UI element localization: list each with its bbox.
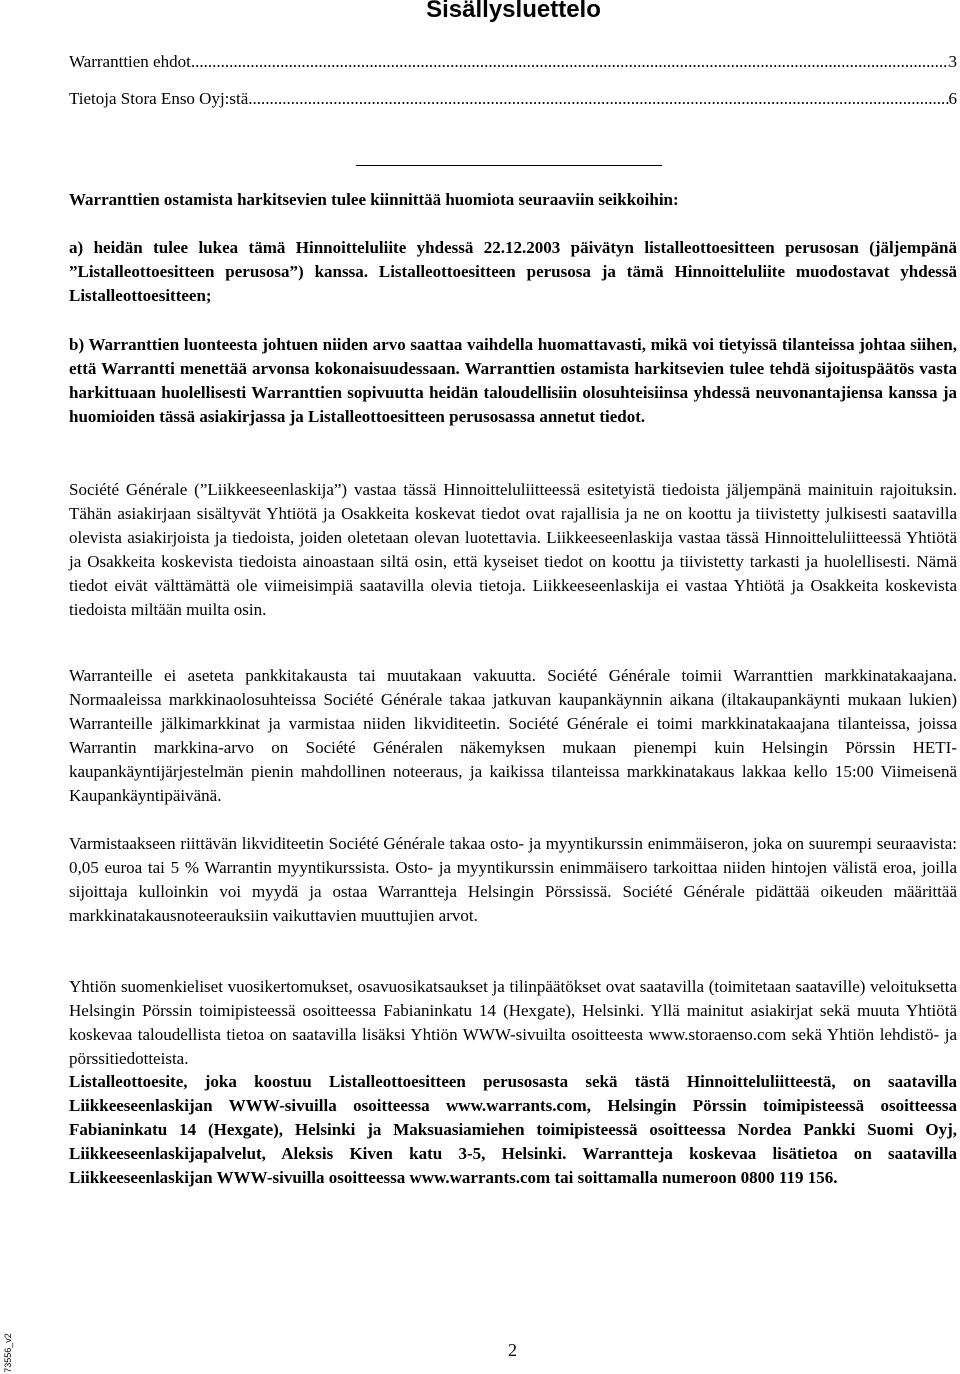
toc-entry-page: 3 <box>948 52 957 71</box>
toc-entry-label: Warranttien ehdot <box>69 52 191 71</box>
toc-entry[interactable] <box>69 87 957 111</box>
document-code: 73556_v2 <box>2 1333 13 1373</box>
paragraph-prospectus-availability: Listalleottoesite, joka koostuu Listalleottoesitteen perusosasta sekä tästä Hinnoitteluliitteestä, on saatavilla Liikkeeseenlaskijan WWW-sivuilla osoitteessa www.warrants.com, Helsingin Pörssin toimipisteessä osoitteessa Fabianinkatu 14 (Hexgate), Helsinki ja Maksuasiamiehen toimipisteessä osoitteessa Nordea Pankki Suomi Oyj, Liikkeeseenlaskijapalvelut, Aleksis Kiven katu 3-5, Helsinki. Warrantteja koskevaa lisätietoa on saatavilla Liikkeeseenlaskijan WWW-sivuilla osoitteessa www.warrants.com tai soittamalla numeroon 0800 119 156. <box>69 1072 957 1187</box>
paragraph-a: a) heidän tulee lukea tämä Hinnoitteluliite yhdessä 22.12.2003 päivätyn listalleottoesitteen perusosan (jäljempänä ”Listalleottoesitteen perusosa”) kanssa. Listalleottoesitteen perusosa ja tämä Hinnoitteluliite muodostavat yhdessä Listalleottoesitteen; <box>69 238 957 305</box>
paragraph-market-making: Warranteille ei aseteta pankkitakausta tai muutakaan vakuutta. Société Générale toimii Warranttien markkinatakaajana. Normaaleissa markkinaolosuhteissa Société Générale takaa jatkuvan kaupankäynnin aikana (iltakaupankäynti mukaan lukien) Warranteille jälkimarkkinat ja varmistaa niiden likviditeetin. Société Générale ei toimi markkinatakaajana tilanteissa, joissa Warrantin markkina-arvo on Société Généralen näkemyksen mukaan pienempi kuin Helsingin Pörssin HETI-kaupankäyntijärjestelmän pienin mahdollinen noteeraus, ja kaikissa tilanteissa markkinatakaus lakkaa kello 15:00 Viimeisenä Kaupankäyntipäivänä. <box>69 666 957 805</box>
toc-leader <box>191 50 949 74</box>
paragraph-b: b) Warranttien luonteesta johtuen niiden arvo saattaa vaihdella huomattavasti, mikä voi tietyissä tilanteissa johtaa siihen, että Warrantti menettää arvonsa kokonaisuudessaan. Warranttien ostamista harkitsevien tulee tehdä sijoituspäätös vasta harkittuaan huolellisesti Warranttien sopivuutta heidän taloudellisiin olosuhteisiinsa yhdessä neuvonantajiensa kanssa ja huomioiden tässä asiakirjassa ja Listalleottoesitteen perusosassa annetut tiedot. <box>69 335 957 426</box>
toc-leader <box>248 87 948 111</box>
paragraph-liquidity: Varmistaakseen riittävän likviditeetin Société Générale takaa osto- ja myyntikurssin enimmäiseron, joka on suurempi seuraavista: 0,05 euroa tai 5 % Warrantin myyntikurssista. Osto- ja myyntikurssin enimmäisero tarkoittaa niiden hintojen välistä eroa, joilla sijoittaja kulloinkin voi myydä ja ostaa Warrantteja Helsingin Pörssissä. Société Générale pidättää oikeuden määrittää markkinatakausnoteerauksiin vaikuttavien muuttujien arvot. <box>69 834 957 925</box>
section-divider <box>356 165 662 166</box>
toc-entry-page: 6 <box>948 89 957 108</box>
page-number: 2 <box>508 1340 517 1360</box>
toc-entry[interactable] <box>69 50 957 74</box>
page-title: Sisällysluettelo <box>426 0 601 23</box>
paragraph-intro: Warranttien ostamista harkitsevien tulee kiinnittää huomiota seuraaviin seikkoihin: <box>69 190 679 209</box>
paragraph-company-reports: Yhtiön suomenkieliset vuosikertomukset, osavuosikatsaukset ja tilinpäätökset ovat saatavilla (toimitetaan saataville) veloituksetta Helsingin Pörssin toimipisteessä osoitteessa Fabianinkatu 14 (Hexgate), Helsinki. Yllä mainitut asiakirjat sekä muuta Yhtiötä koskevaa taloudellista tietoa on saatavilla lisäksi Yhtiön WWW-sivuilta osoitteesta www.storaenso.com sekä Yhtiön lehdistö- ja pörssitiedotteista. <box>69 977 957 1068</box>
toc-entry-label: Tietoja Stora Enso Oyj:stä <box>69 89 249 108</box>
paragraph-issuer-responsibility: Société Générale (”Liikkeeseenlaskija”) vastaa tässä Hinnoitteluliitteessä esitetyistä tiedoista jäljempänä mainituin rajoituksin. Tähän asiakirjaan sisältyvät Yhtiötä ja Osakkeita koskevat tiedot ovat rajallisia ja ne on koottu ja tiivistetty julkisesti saatavilla olevista asiakirjoista ja tiedoista, joiden oletetaan olevan luotettavia. Liikkeeseenlaskija vastaa tässä Hinnoitteluliitteessä Yhtiötä ja Osakkeita koskevista tiedoista ainoastaan siltä osin, että kyseiset tiedot on koottu ja tiivistetty tarkasti ja huolellisesti. Nämä tiedot eivät välttämättä ole viimeisimpiä saatavilla olevia tietoja. Liikkeeseenlaskija ei vastaa Yhtiötä ja Osakkeita koskevista tiedoista miltään muilta osin. <box>69 480 957 619</box>
